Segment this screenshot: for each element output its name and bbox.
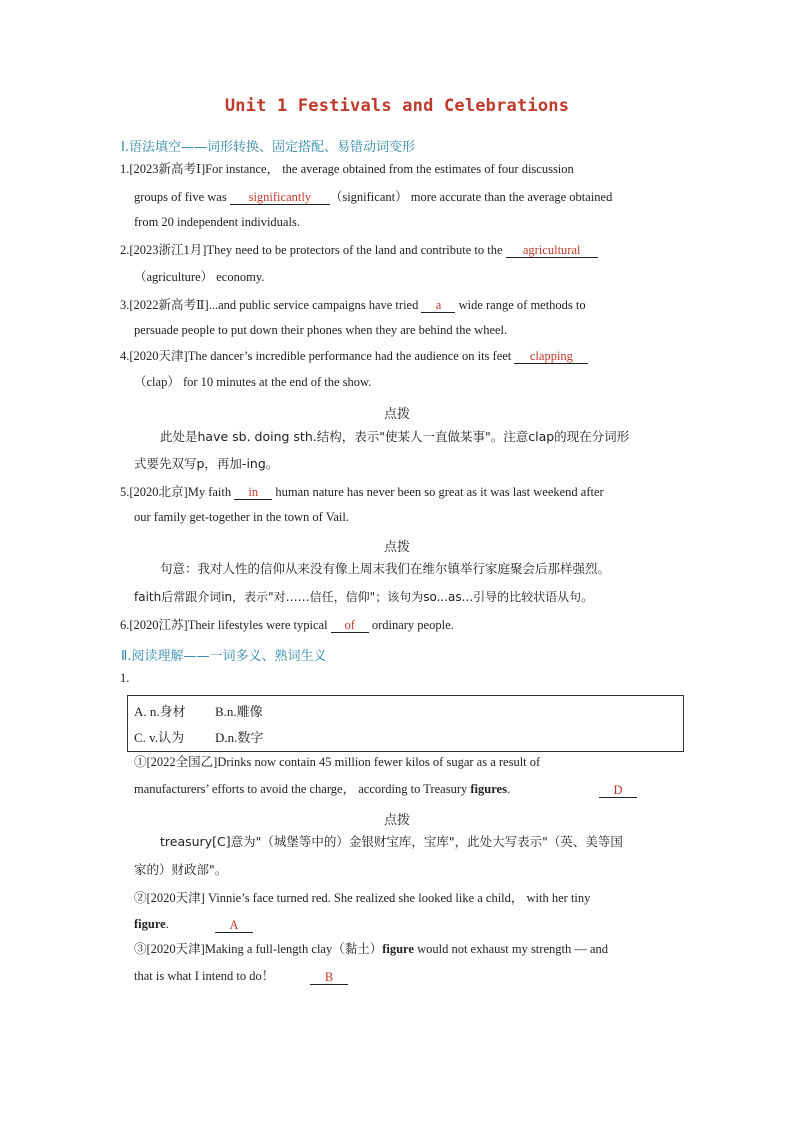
s2-answer-wrap <box>215 918 253 933</box>
q5-tip-line1: 句意：我对人性的信仰从来没有像上周末我们在维尔镇举行家庭聚会后那样强烈。 <box>160 561 611 576</box>
option-c: C. v.认为 <box>134 730 185 745</box>
s2-end: . <box>165 917 169 931</box>
q1-answer: significantly <box>230 190 330 205</box>
s3-text-b: would not exhaust my strength — and <box>413 942 609 956</box>
s1-answer-wrap <box>599 783 637 798</box>
q2-line1 <box>120 243 598 258</box>
option-b: B.n.雕像 <box>215 704 263 719</box>
q1-line1: 1.[2023新高考Ⅰ]For instance， the average obtained from the estimates of four discussion <box>120 162 574 176</box>
q2-line2: （agriculture） economy. <box>134 270 265 284</box>
q3-line1 <box>120 298 586 313</box>
q5-tip-line2: faith后常跟介词in，表示"对……信任，信仰"；该句为so...as...引导的比较状语从句。 <box>134 590 594 604</box>
q4-answer: clapping <box>514 349 588 364</box>
s2-keyword: figure <box>134 917 166 931</box>
section-heading-reading: Ⅱ.阅读理解——一词多义、熟词生义 <box>121 649 327 664</box>
q1-line2 <box>134 190 612 205</box>
q6-line1 <box>120 618 454 633</box>
s3-answer-wrap <box>310 970 348 985</box>
section-heading-grammar: Ⅰ.语法填空——词形转换、固定搭配、易错动词变形 <box>121 140 415 155</box>
s1-line2 <box>134 783 510 796</box>
q4-tip-title: 点拨 <box>383 407 410 422</box>
q2-answer: agricultural <box>506 243 598 258</box>
s3-answer: B <box>310 970 348 985</box>
page-title: Unit 1 Festivals and Celebrations <box>224 96 570 116</box>
q5-text-a: 5.[2020北京]My faith <box>120 485 235 499</box>
q5-line2: our family get-together in the town of Vail. <box>134 510 349 524</box>
s3-text-a: ③[2020天津]Making a full-length clay（黏土） <box>134 942 383 956</box>
r1-tip-line2: 家的）财政部"。 <box>134 862 228 877</box>
s3-line2: that is what I intend to do！ <box>134 969 275 983</box>
s1-answer: D <box>599 783 637 798</box>
q4-line2: （clap） for 10 minutes at the end of the show. <box>134 375 372 389</box>
q3-line2: persuade people to put down their phones when they are behind the wheel. <box>134 323 508 337</box>
s1-end: . <box>506 782 511 796</box>
q6-answer: of <box>331 618 369 633</box>
q1-text-b: （significant） more accurate than the average obtained <box>329 190 613 204</box>
q1-line3: from 20 independent individuals. <box>134 215 300 229</box>
q2-text-a: 2.[2023浙江1月]They need to be protectors of the land and contribute to the <box>120 243 506 257</box>
options-box <box>127 695 684 752</box>
s1-line1: ①[2022全国乙]Drinks now contain 45 million fewer kilos of sugar as a result of <box>134 755 541 769</box>
s3-keyword: figure <box>382 942 414 956</box>
q5-tip-title: 点拨 <box>383 540 410 555</box>
q4-line1 <box>120 349 588 364</box>
q3-text-a: 3.[2022新高考Ⅱ]...and public service campaigns have tried <box>120 298 422 312</box>
q3-text-b: wide range of methods to <box>455 298 586 312</box>
r1-tip-title: 点拨 <box>383 813 410 828</box>
q3-answer: a <box>421 298 455 313</box>
q5-answer: in <box>234 485 272 500</box>
s2-line1: ②[2020天津] Vinnie’s face turned red. She realized she looked like a child， with her tiny <box>134 891 591 905</box>
s1-text: manufacturers’ efforts to avoid the charge， according to Treasury <box>134 782 471 796</box>
q6-text-a: 6.[2020江苏]Their lifestyles were typical <box>120 618 331 632</box>
q4-tip-line1: 此处是have sb. doing sth.结构，表示"使某人一直做某事"。注意clap的现在分词形 <box>160 429 630 444</box>
q4-text-a: 4.[2020天津]The dancer’s incredible performance had the audience on its feet <box>120 349 515 363</box>
s3-line1 <box>134 943 608 956</box>
q4-tip-line2: 式要先双写p，再加-ing。 <box>134 456 279 471</box>
q1-text-a: groups of five was <box>134 190 230 204</box>
q5-text-b: human nature has never been so great as it was last weekend after <box>272 485 604 499</box>
q6-text-b: ordinary people. <box>368 618 454 632</box>
option-d: D.n.数字 <box>215 730 264 745</box>
option-a: A. n.身材 <box>134 704 186 719</box>
s1-keyword: figures <box>470 782 507 796</box>
s2-line2 <box>134 918 169 931</box>
r1-number: 1. <box>120 671 130 685</box>
r1-tip-line1: treasury[C]意为"（城堡等中的）金银财宝库，宝库"，此处大写表示"（英、美等国 <box>160 834 623 849</box>
s2-answer: A <box>215 918 253 933</box>
q5-line1 <box>120 485 604 500</box>
